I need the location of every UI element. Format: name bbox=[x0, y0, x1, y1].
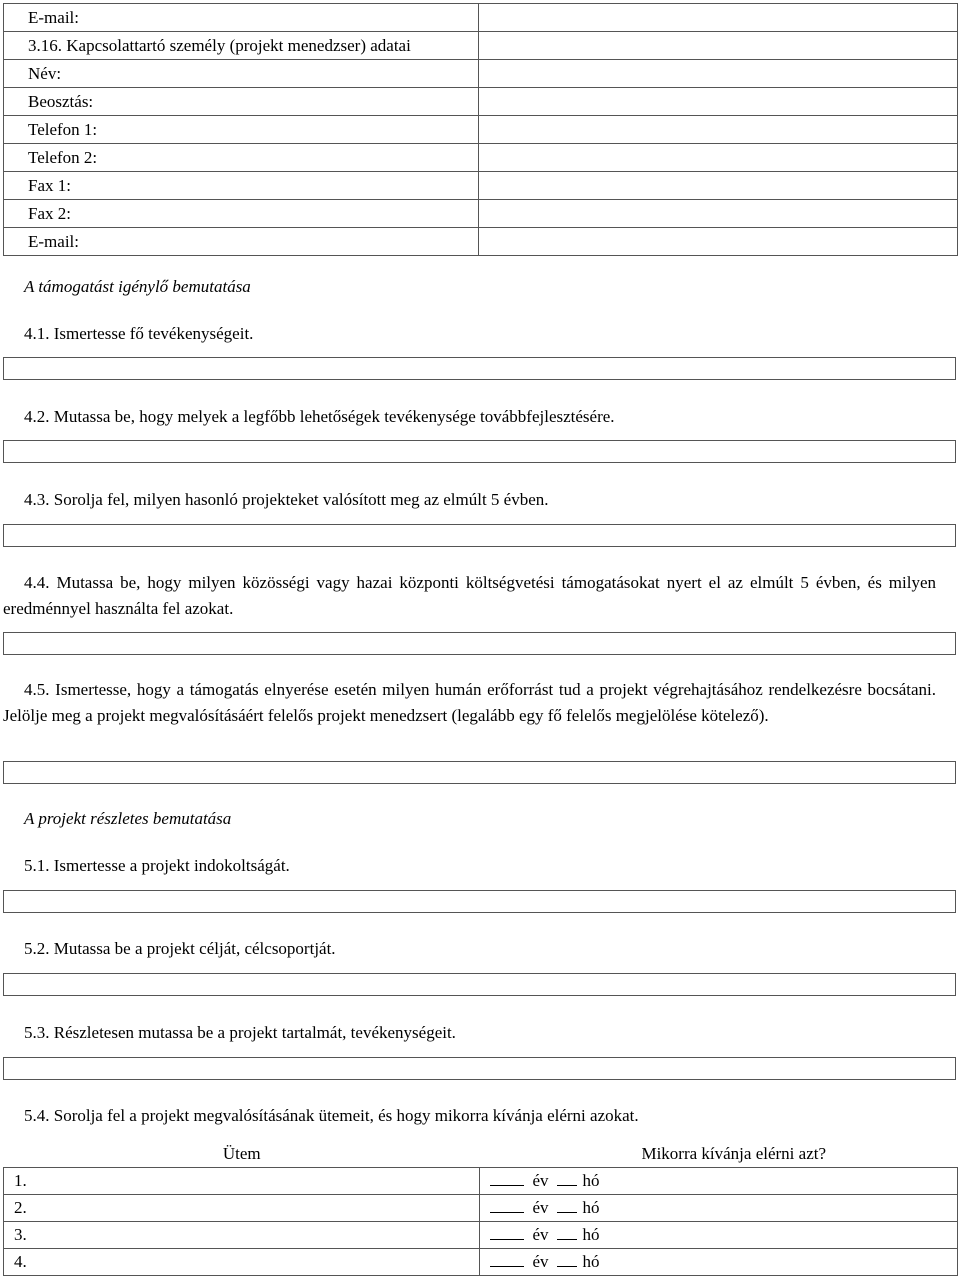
contact-email-top-label: E-mail: bbox=[4, 4, 479, 32]
year-label: év bbox=[532, 1171, 549, 1190]
milestone-col-header-deadline: Mikorra kívánja elérni azt? bbox=[641, 1143, 827, 1163]
question-4-3: 4.3. Sorolja fel, milyen hasonló projekteket valósított meg az elmúlt 5 évben. bbox=[24, 490, 549, 509]
year-label: év bbox=[532, 1252, 549, 1271]
contact-row-email-top bbox=[4, 4, 958, 32]
contact-email-top-field[interactable] bbox=[479, 4, 958, 32]
contact-email-field[interactable] bbox=[479, 228, 958, 256]
question-4-5-text: 4.5. Ismertesse, hogy a támogatás elnyerése esetén milyen humán erőforrást tud a projekt végrehajtásához rendelkezésre bocsátani. Jelölje meg a projekt megvalósításáért felelős projekt menedzsert (legalább egy fő felelős megjelölése kötelező). bbox=[3, 680, 936, 725]
milestone-date-field[interactable] bbox=[480, 1249, 958, 1276]
question-4-4 bbox=[3, 570, 936, 622]
milestone-number: 4. bbox=[4, 1249, 480, 1276]
contact-field-label: Telefon 1: bbox=[4, 116, 479, 144]
question-5-4: 5.4. Sorolja fel a projekt megvalósításának ütemeit, és hogy mikorra kívánja elérni azokat. bbox=[24, 1106, 639, 1125]
contact-position-field[interactable] bbox=[479, 88, 958, 116]
question-4-1: 4.1. Ismertesse fő tevékenységeit. bbox=[24, 324, 254, 343]
contact-section-row bbox=[4, 32, 958, 60]
milestone-row bbox=[4, 1195, 958, 1222]
question-5-3: 5.3. Részletesen mutassa be a projekt tartalmát, tevékenységeit. bbox=[24, 1023, 456, 1042]
milestone-header-row bbox=[4, 1140, 958, 1168]
contact-row bbox=[4, 144, 958, 172]
contact-field-label: Beosztás: bbox=[4, 88, 479, 116]
year-label: év bbox=[532, 1225, 549, 1244]
answer-field-4-5[interactable] bbox=[3, 761, 956, 784]
contact-row bbox=[4, 200, 958, 228]
contact-name-field[interactable] bbox=[479, 60, 958, 88]
month-label: hó bbox=[582, 1225, 600, 1244]
section5-title: A projekt részletes bemutatása bbox=[24, 809, 232, 828]
contact-phone2-field[interactable] bbox=[479, 144, 958, 172]
answer-field-4-1[interactable] bbox=[3, 357, 956, 380]
month-label: hó bbox=[582, 1252, 600, 1271]
milestone-date-field[interactable] bbox=[480, 1222, 958, 1249]
section4-title: A támogatást igénylő bemutatása bbox=[24, 277, 251, 296]
contact-field-label: Fax 1: bbox=[4, 172, 479, 200]
milestone-table bbox=[3, 1140, 958, 1276]
answer-field-4-4[interactable] bbox=[3, 632, 956, 655]
milestone-number: 2. bbox=[4, 1195, 480, 1222]
contact-row bbox=[4, 228, 958, 256]
question-4-4-text: 4.4. Mutassa be, hogy milyen közösségi vagy hazai központi költségvetési támogatásokat nyert el az elmúlt 5 évben, és milyen eredménnyel használta fel azokat. bbox=[3, 573, 936, 618]
milestone-col-header-stage: Ütem bbox=[222, 1143, 261, 1163]
milestone-row bbox=[4, 1222, 958, 1249]
answer-field-5-1[interactable] bbox=[3, 890, 956, 913]
contact-row bbox=[4, 88, 958, 116]
answer-field-5-3[interactable] bbox=[3, 1057, 956, 1080]
contact-section-label: 3.16. Kapcsolattartó személy (projekt menedzser) adatai bbox=[4, 32, 479, 60]
month-label: hó bbox=[582, 1171, 600, 1190]
contact-row bbox=[4, 116, 958, 144]
month-label: hó bbox=[582, 1198, 600, 1217]
contact-row bbox=[4, 172, 958, 200]
milestone-number: 1. bbox=[4, 1168, 480, 1195]
question-4-5 bbox=[3, 677, 936, 729]
answer-field-4-2[interactable] bbox=[3, 440, 956, 463]
contact-fax2-field[interactable] bbox=[479, 200, 958, 228]
milestone-date-field[interactable] bbox=[480, 1195, 958, 1222]
contact-row bbox=[4, 60, 958, 88]
milestone-row bbox=[4, 1168, 958, 1195]
contact-table bbox=[3, 3, 958, 256]
contact-field-label: Név: bbox=[4, 60, 479, 88]
milestone-date-field[interactable] bbox=[480, 1168, 958, 1195]
milestone-number: 3. bbox=[4, 1222, 480, 1249]
question-5-2: 5.2. Mutassa be a projekt célját, célcsoportját. bbox=[24, 939, 336, 958]
milestone-row bbox=[4, 1249, 958, 1276]
contact-phone1-field[interactable] bbox=[479, 116, 958, 144]
answer-field-4-3[interactable] bbox=[3, 524, 956, 547]
contact-field-label: Telefon 2: bbox=[4, 144, 479, 172]
contact-fax1-field[interactable] bbox=[479, 172, 958, 200]
contact-section-field bbox=[479, 32, 958, 60]
year-label: év bbox=[532, 1198, 549, 1217]
question-5-1: 5.1. Ismertesse a projekt indokoltságát. bbox=[24, 856, 290, 875]
contact-field-label: Fax 2: bbox=[4, 200, 479, 228]
question-4-2: 4.2. Mutassa be, hogy melyek a legfőbb lehetőségek tevékenysége továbbfejlesztésére. bbox=[24, 407, 615, 426]
answer-field-5-2[interactable] bbox=[3, 973, 956, 996]
contact-field-label: E-mail: bbox=[4, 228, 479, 256]
